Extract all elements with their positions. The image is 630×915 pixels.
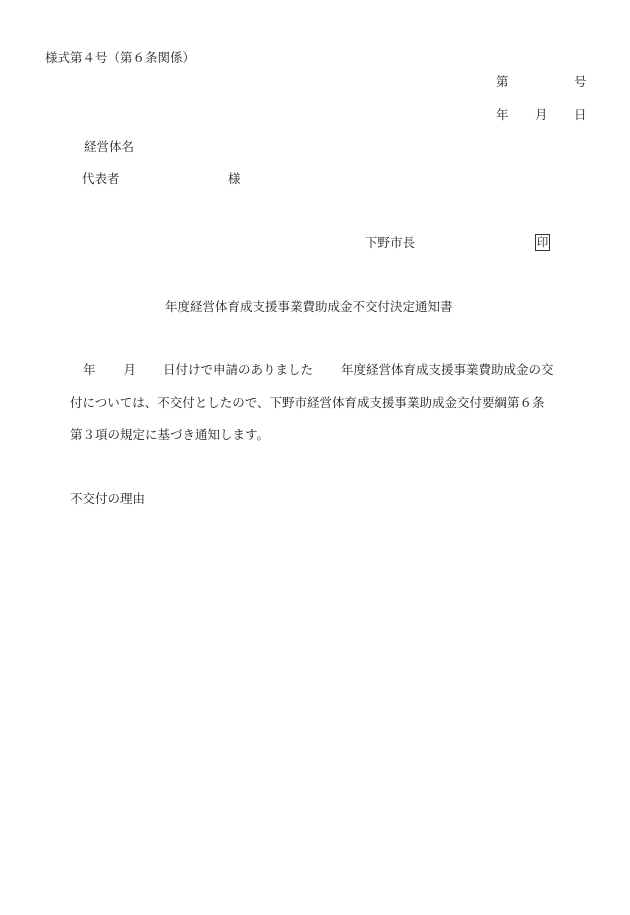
sender-title: 下野市長	[365, 235, 416, 250]
recipient-honorific: 様	[228, 171, 241, 186]
body-line-1	[83, 364, 554, 377]
body-line-2: 付については、不交付としたので、下野市経営体育成支援事業助成金交付要綱第６条	[70, 395, 545, 410]
date-day-label: 日	[574, 107, 587, 122]
doc-number-prefix: 第	[496, 74, 509, 89]
doc-number-suffix: 号	[574, 74, 587, 89]
body-month-label: 月	[123, 362, 137, 377]
date-month-label: 月	[535, 107, 548, 122]
form-number: 様式第４号（第６条関係）	[45, 50, 196, 65]
body-program-text: 年度経営体育成支援事業費助成金の交	[341, 362, 554, 377]
body-application-text: 日付けで申請のありました	[163, 362, 314, 377]
seal-mark: 印	[535, 234, 550, 251]
body-line-3: 第３項の規定に基づき通知します。	[70, 427, 270, 442]
reason-heading: 不交付の理由	[70, 491, 146, 506]
recipient-business-name-label: 経営体名	[84, 139, 135, 154]
date-year-label: 年	[496, 107, 509, 122]
body-year-label: 年	[83, 362, 96, 377]
document-title: 年度経営体育成支援事業費助成金不交付決定通知書	[165, 299, 453, 314]
recipient-representative-label: 代表者	[82, 171, 120, 186]
